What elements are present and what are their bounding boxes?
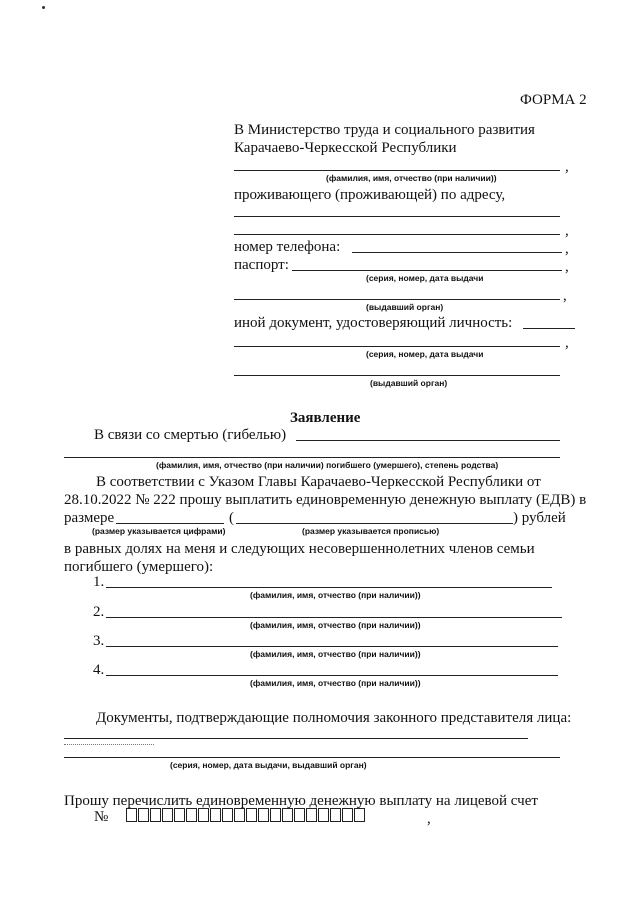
digit-box[interactable] (258, 808, 269, 822)
passport-issuer-caption: (выдавший орган) (366, 302, 444, 312)
digit-box[interactable] (246, 808, 257, 822)
phone-label: номер телефона: (234, 239, 341, 255)
residing-label: проживающего (проживающей) по адресу, (234, 187, 506, 203)
applicant-fio-field[interactable] (234, 170, 560, 171)
other-doc-field[interactable] (523, 328, 575, 329)
digit-box[interactable] (126, 808, 137, 822)
other-doc-details-field[interactable] (234, 346, 560, 347)
amount-digits-field[interactable] (116, 523, 224, 524)
passport-field[interactable] (292, 270, 562, 271)
rubles-label: ) рублей (513, 510, 566, 526)
deceased-field[interactable] (296, 440, 560, 441)
address-field-line-2[interactable] (234, 234, 560, 235)
digit-box[interactable] (162, 808, 173, 822)
shares-line-2: погибшего (умершего): (64, 559, 214, 575)
representative-docs-label: Документы, подтверждающие полномочия законного представителя лица: (96, 710, 572, 726)
digit-box[interactable] (234, 808, 245, 822)
digit-box[interactable] (198, 808, 209, 822)
passport-caption: (серия, номер, дата выдачи (366, 273, 484, 283)
member-number: 1. (93, 574, 105, 590)
applicant-fio-caption: (фамилия, имя, отчество (при наличии)) (326, 173, 497, 183)
member-number: 4. (93, 662, 105, 678)
account-number-boxes[interactable] (126, 808, 366, 827)
comma: , (565, 241, 569, 257)
comma: , (565, 223, 569, 239)
digit-box[interactable] (150, 808, 161, 822)
member-number: 3. (93, 633, 105, 649)
decree-paragraph-line-2: 28.10.2022 № 222 прошу выплатить единовременную денежную выплату (ЕДВ) в (64, 492, 587, 508)
amount-words-field[interactable] (236, 523, 513, 524)
other-doc-issuer-caption: (выдавший орган) (370, 378, 448, 388)
death-prefix: В связи со смертью (гибелью) (94, 427, 287, 443)
member-caption: (фамилия, имя, отчество (при наличии)) (250, 590, 421, 600)
comma: , (565, 335, 569, 351)
member-caption: (фамилия, имя, отчество (при наличии)) (250, 678, 421, 688)
member-number: 2. (93, 604, 105, 620)
member-caption: (фамилия, имя, отчество (при наличии)) (250, 649, 421, 659)
other-doc-issuer-field[interactable] (234, 375, 560, 376)
digit-box[interactable] (342, 808, 353, 822)
comma: , (427, 811, 431, 827)
amount-words-caption: (размер указывается прописью) (302, 526, 440, 536)
amount-digits-caption: (размер указывается цифрами) (92, 526, 226, 536)
representative-docs-field-line-2[interactable] (64, 757, 560, 758)
addressee-line-2: Карачаево-Черкесской Республики (234, 140, 457, 156)
passport-label: паспорт: (234, 257, 289, 273)
amount-label: размере (64, 510, 115, 526)
representative-docs-field[interactable] (64, 738, 528, 739)
digit-box[interactable] (294, 808, 305, 822)
comma: , (563, 288, 567, 304)
shares-line-1: в равных долях на меня и следующих несовершеннолетних членов семьи (64, 541, 535, 557)
member-caption: (фамилия, имя, отчество (при наличии)) (250, 620, 421, 630)
scan-dots (64, 744, 154, 745)
representative-caption: (серия, номер, дата выдачи, выдавший орган) (170, 760, 367, 770)
member-2-field[interactable] (106, 617, 562, 618)
address-field-line-1[interactable] (234, 216, 560, 217)
digit-box[interactable] (210, 808, 221, 822)
digit-box[interactable] (186, 808, 197, 822)
digit-box[interactable] (330, 808, 341, 822)
payment-request: Прошу перечислить единовременную денежную выплату на лицевой счет (64, 793, 538, 809)
account-number-sign: № (94, 809, 109, 825)
phone-field[interactable] (352, 252, 562, 253)
member-4-field[interactable] (106, 675, 558, 676)
digit-box[interactable] (282, 808, 293, 822)
member-3-field[interactable] (106, 646, 558, 647)
open-paren: ( (229, 510, 234, 526)
comma: , (565, 259, 569, 275)
passport-issuer-field[interactable] (234, 299, 560, 300)
addressee-line-1: В Министерство труда и социального развития (234, 122, 535, 138)
digit-box[interactable] (270, 808, 281, 822)
digit-box[interactable] (138, 808, 149, 822)
deceased-field-line-2[interactable] (64, 457, 560, 458)
deceased-caption: (фамилия, имя, отчество (при наличии) погибшего (умершего), степень родства) (156, 460, 499, 470)
digit-box[interactable] (222, 808, 233, 822)
decree-paragraph-line-1: В соответствии с Указом Главы Карачаево-Черкесской Республики от (96, 474, 541, 490)
digit-box[interactable] (174, 808, 185, 822)
other-doc-caption: (серия, номер, дата выдачи (366, 349, 484, 359)
scan-speck (42, 6, 45, 9)
comma: , (565, 159, 569, 175)
other-doc-label: иной документ, удостоверяющий личность: (234, 315, 513, 331)
digit-box[interactable] (354, 808, 365, 822)
digit-box[interactable] (306, 808, 317, 822)
digit-box[interactable] (318, 808, 329, 822)
member-1-field[interactable] (106, 587, 552, 588)
form-label: ФОРМА 2 (520, 92, 587, 108)
statement-title: Заявление (290, 410, 361, 426)
